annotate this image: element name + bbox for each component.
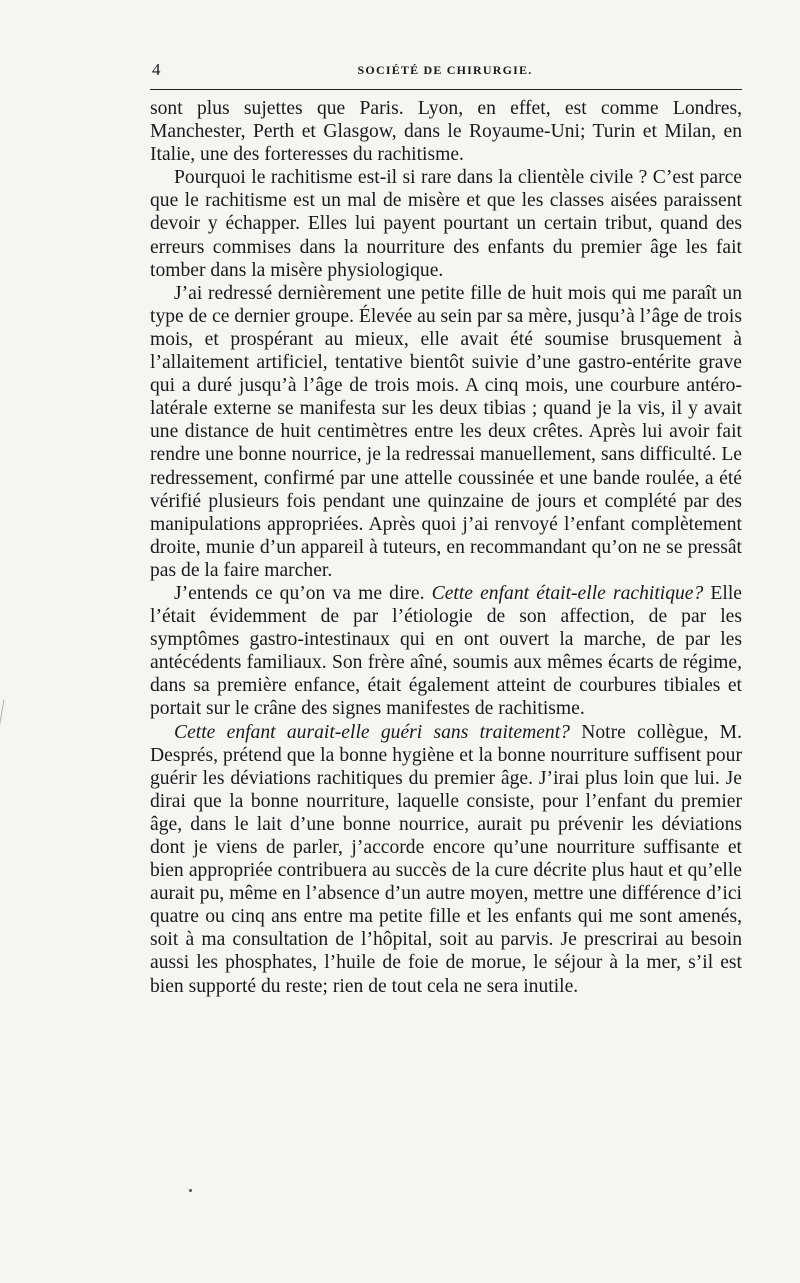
paragraph-2: Pourquoi le rachitisme est-il si rare dans la clientèle civile ? C’est parce que le rachitisme est un mal de misère et que les classes aisées paraissent devoir y échapper. Elles lui payent pourtant un certain tribut, quand des erreurs commises dans la nourriture des enfants du premier âge les fait tomber dans la misère physiologique. xyxy=(150,167,742,281)
page-header xyxy=(150,60,740,84)
paragraph-4-body: Elle l’était évidemment de par l’étiologie de son affection, de par les symptômes gastro-intestinaux qui en ont ouvert la marche, de par les antécédents familiaux. Son frère aîné, soumis aux mêmes écarts de régime, dans sa première enfance, était également atteint de courbures tibiales et portait sur le crâne des signes manifestes de rachitisme. xyxy=(150,582,742,720)
body-text xyxy=(150,97,742,998)
paragraph-3: J’ai redressé dernièrement une petite fille de huit mois qui me paraît un type de ce dernier groupe. Élevée au sein par sa mère, jusqu’à l’âge de trois mois, et prospérant au mieux, elle avait été soumise brusquement à l’allaitement artificiel, tentative bientôt suivie d’une gastro-entérite grave qui a duré jusqu’à l’âge de trois mois. A cinq mois, une courbure antéro-latérale externe se manifesta sur les deux tibias ; quand je la vis, il y avait une distance de huit centimètres entre les deux crêtes. Après lui avoir fait rendre une bonne nourrice, je la redressai manuellement, sans difficulté. Le redressement, confirmé par une attelle coussinée et une bande roulée, a été vérifié plusieurs fois pendant une quinzaine de jours et complété par des manipulations appropriées. Après quoi j’ai renvoyé l’enfant complètement droite, munie d’un appareil à tuteurs, en recommandant qu’on ne se pressât pas de la faire marcher. xyxy=(150,282,742,581)
paragraph-1: sont plus sujettes que Paris. Lyon, en effet, est comme Londres, Manchester, Perth et Glasgow, dans le Royaume-Uni; Turin et Milan, en Italie, une des forteresses du rachitisme. xyxy=(150,98,742,166)
paragraph-5 xyxy=(150,721,742,998)
header-rule xyxy=(150,89,742,90)
running-title: SOCIÉTÉ DE CHIRURGIE. xyxy=(357,63,533,77)
margin-mark xyxy=(0,700,12,741)
page-number: 4 xyxy=(152,60,161,79)
ink-speck xyxy=(189,1189,192,1192)
paragraph-5-question: Cette enfant aurait-elle guéri sans traitement? xyxy=(174,721,570,743)
paragraph-5-body: Notre collègue, M. Després, prétend que la bonne hygiène et la bonne nourriture suffisent pour guérir les déviations rachitiques du premier âge. J’irai plus loin que lui. Je dirai que la bonne nourriture, laquelle consiste, pour l’enfant du premier âge, dans le lait d’une bonne nourrice, aurait pu prévenir les déviations dont je viens de parler, j’accorde encore qu’une nourriture suffisante et bien appropriée contribuera au succès de la cure décrite plus haut et qu’elle aurait pu, même en l’absence d’un autre moyen, mettre une différence d’ici quatre ou cinq ans entre ma petite fille et les enfants qui me sont amenés, soit à ma consultation de l’hôpital, soit au parvis. Je prescrirai au besoin aussi les phosphates, l’huile de foie de morue, le séjour à la mer, s’il est bien supporté du reste; rien de tout cela ne sera inutile. xyxy=(150,721,742,997)
paragraph-4 xyxy=(150,582,742,721)
paragraph-4-lead: J’entends ce qu’on va me dire. xyxy=(174,582,432,604)
paragraph-4-question: Cette enfant était-elle rachitique? xyxy=(431,582,704,604)
